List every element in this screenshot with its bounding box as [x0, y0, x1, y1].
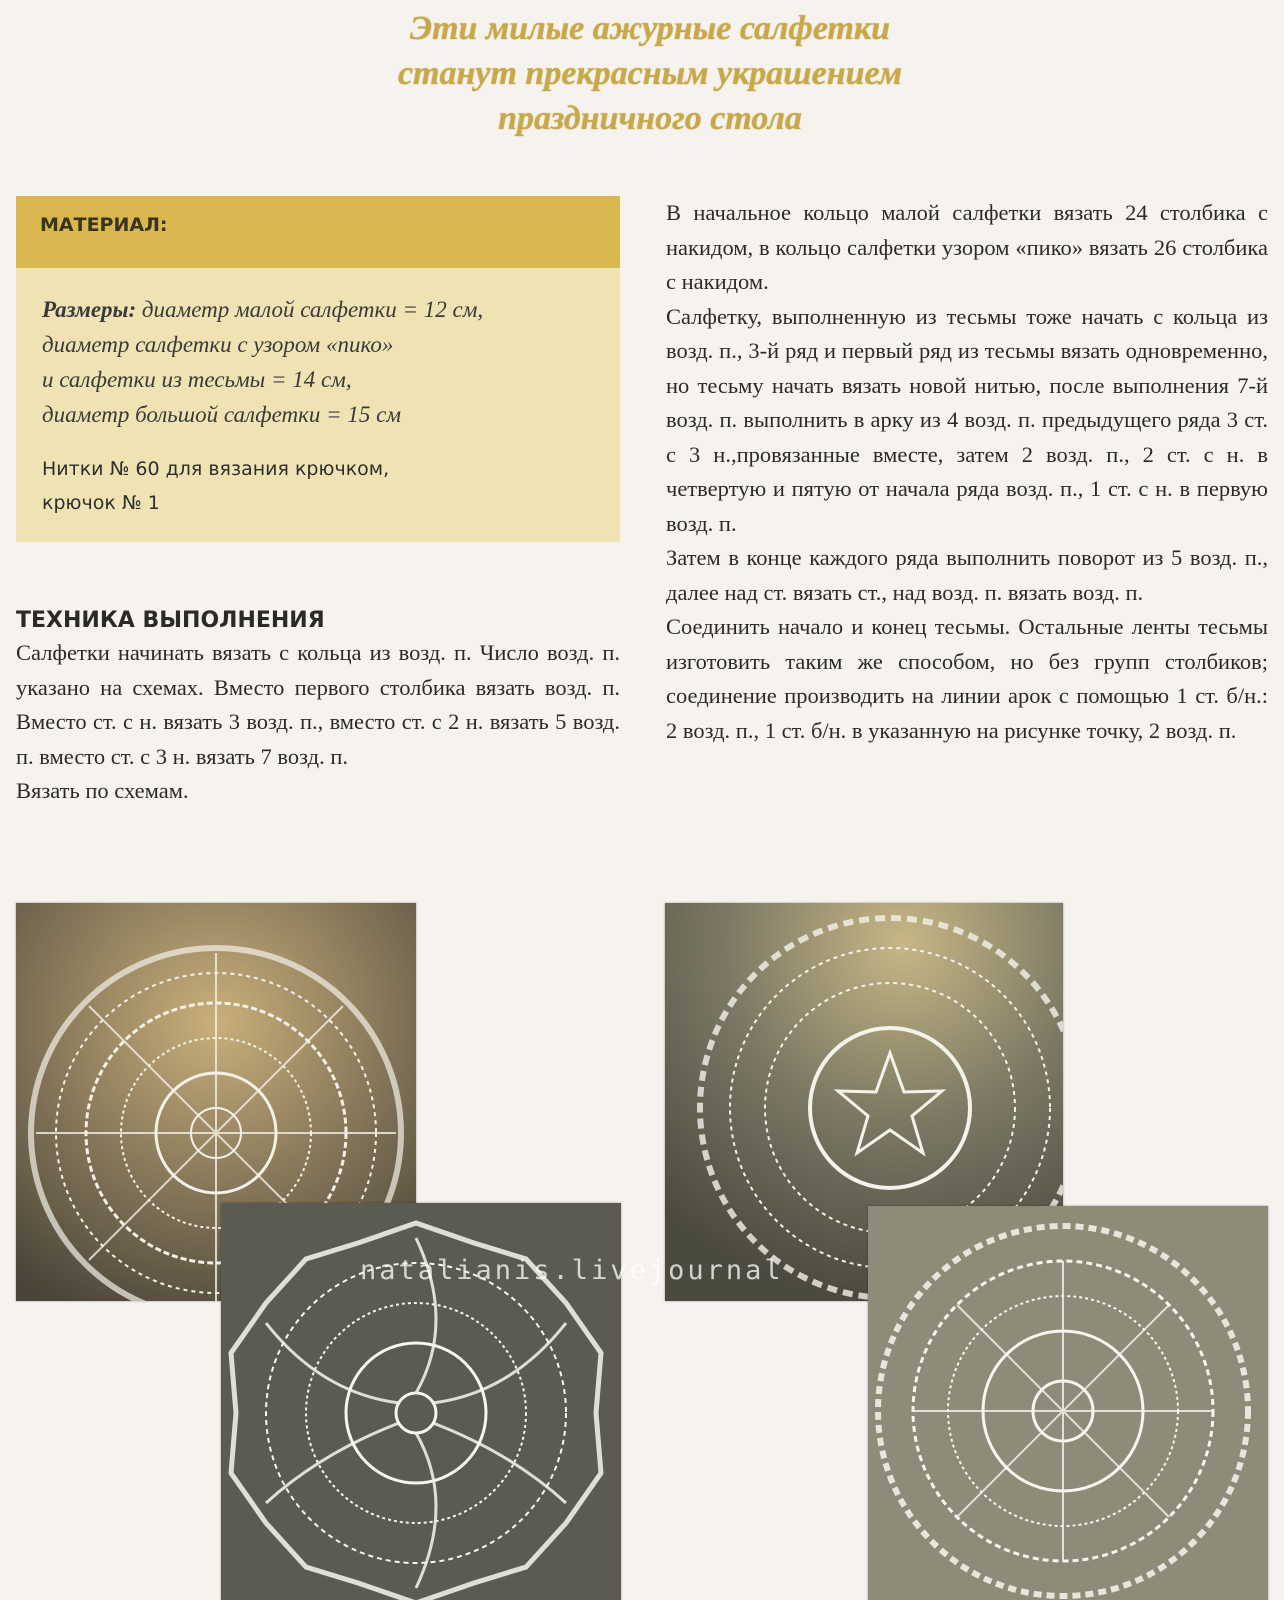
threads-line-1: Нитки № 60 для вязания крючком, — [42, 458, 390, 480]
threads-text — [42, 452, 620, 520]
instructions-paragraph: В начальное кольцо малой салфетки вязать 24 столбика с накидом, в кольцо салфетки узором «пико» вязать 26 столбика с накидом. — [666, 200, 1268, 294]
page-headline — [330, 6, 970, 141]
instructions-paragraph: Соединить начало и конец тесьмы. Остальные ленты тесьмы изготовить таким же способом, но без групп столбиков; соединение производить на линии арок с помощью 1 ст. б/н.: 2 возд. п., 1 ст. б/н. в указанную на рисунке точку, 2 возд. п. — [666, 614, 1268, 743]
sizes-line-2: диаметр салфетки с узором «пико» — [42, 332, 394, 357]
technique-title: ТЕХНИКА ВЫПОЛНЕНИЯ — [16, 608, 325, 633]
instructions-paragraph: Затем в конце каждого ряда выполнить поворот из 5 возд. п., далее над ст. вязать ст., над возд. п. вязать возд. п. — [666, 545, 1268, 605]
instructions-column — [666, 196, 1268, 748]
material-title: МАТЕРИАЛ: — [16, 196, 620, 268]
technique-paragraph: Вязать по схемам. — [16, 778, 189, 803]
material-body — [16, 268, 620, 520]
headline-line-1: Эти милые ажурные салфетки — [409, 10, 891, 47]
sizes-text — [42, 292, 620, 432]
watermark: natalianis.livejournal — [360, 1255, 784, 1286]
headline-line-3: праздничного стола — [498, 100, 802, 137]
instructions-paragraph: Салфетку, выполненную из тесьмы тоже начать с кольца из возд. п., 3-й ряд и первый ряд из тесьмы вязать одновременно, но тесьму начать вязать новой нитью, после выполнения 7-й возд. п. выполнить в арку из 4 возд. п. предыдущего ряда 3 ст. с 3 н.,провязанные вместе, затем 2 возд. п., 2 ст. с н. в четвертую и пятую от начала ряда возд. п., 1 ст. с н. в первую возд. п. — [666, 303, 1268, 536]
doily-photo-braid — [868, 1206, 1268, 1600]
sizes-line-4: диаметр большой салфетки = 15 см — [42, 402, 402, 427]
material-box — [16, 196, 620, 542]
headline-line-2: станут прекрасным украшением — [397, 55, 903, 92]
sizes-line-1: диаметр малой салфетки = 12 см, — [141, 297, 484, 322]
sizes-line-3: и салфетки из тесьмы = 14 см, — [42, 367, 352, 392]
technique-section — [16, 606, 620, 809]
technique-paragraph: Салфетки начинать вязать с кольца из возд. п. Число возд. п. указано на схемах. Вместо первого столбика вязать возд. п. Вместо ст. с н. вязать 3 возд. п., вместо ст. с 2 н. вязать 5 возд. п. вместо ст. с 3 н. вязать 7 возд. п. — [16, 640, 620, 769]
sizes-label: Размеры: — [42, 297, 137, 322]
threads-line-2: крючок № 1 — [42, 492, 160, 514]
